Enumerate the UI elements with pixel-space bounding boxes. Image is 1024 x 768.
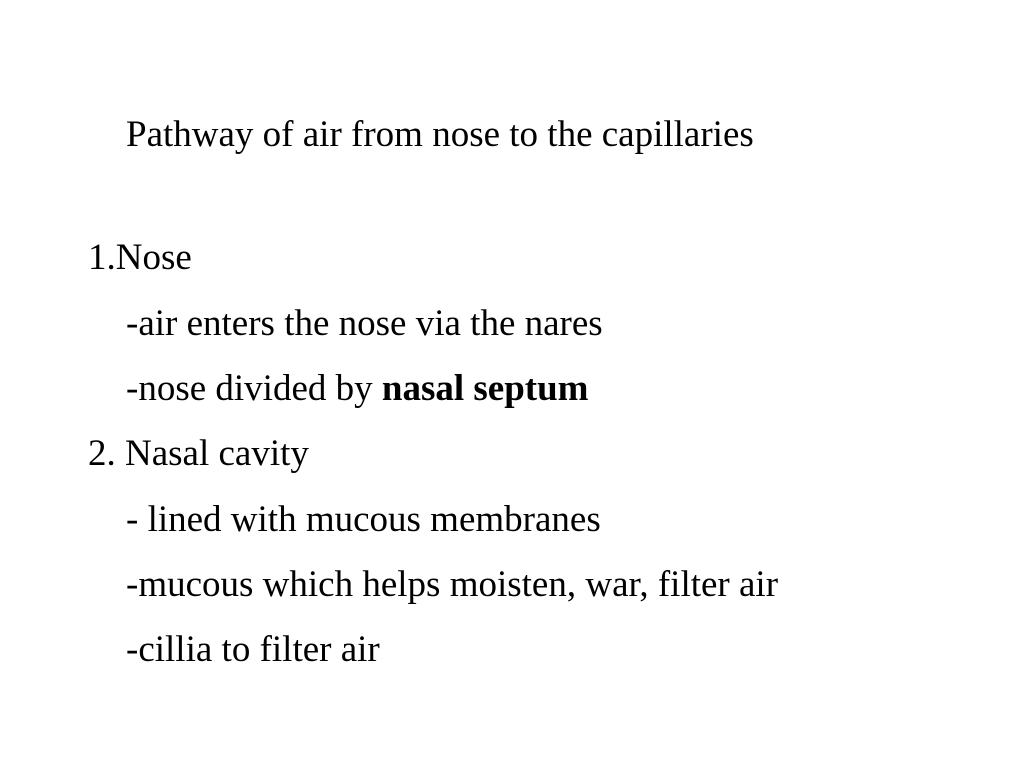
sub-item-nasal-septum-prefix: -nose divided by	[126, 368, 382, 409]
sub-item-nasal-septum	[126, 367, 589, 411]
sub-item-air-enters: -air enters the nose via the nares	[126, 303, 603, 344]
list-item-nose: 1.Nose	[88, 237, 192, 278]
nasal-septum-bold-term: nasal septum	[381, 368, 589, 409]
sub-item-mucous-membranes: - lined with mucous membranes	[126, 499, 601, 540]
list-item-nasal-cavity: 2. Nasal cavity	[88, 433, 309, 474]
slide-title: Pathway of air from nose to the capillaries	[126, 114, 754, 155]
sub-item-mucous-helps: -mucous which helps moisten, war, filter air	[126, 564, 779, 605]
sub-item-cillia: -cillia to filter air	[126, 629, 380, 670]
